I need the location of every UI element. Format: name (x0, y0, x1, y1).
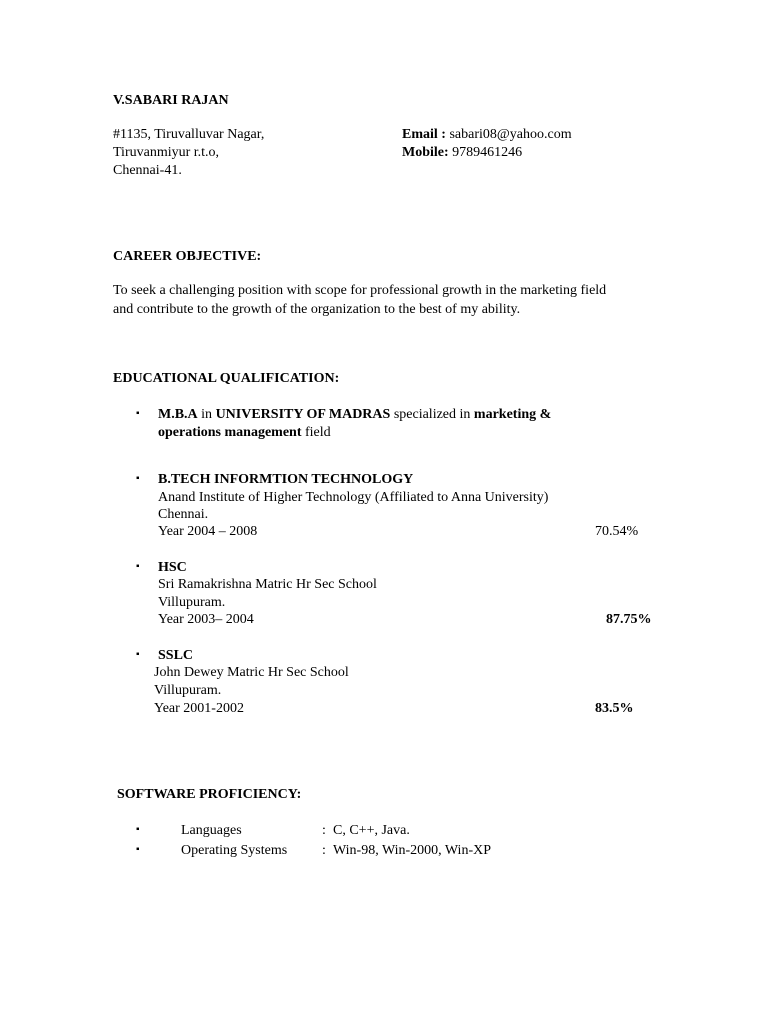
software-value-os: Win-98, Win-2000, Win-XP (333, 843, 492, 858)
address-line-3: Chennai-41. (113, 163, 182, 178)
address-line-1: #1135, Tiruvalluvar Nagar, (113, 127, 265, 142)
btech-institute: Anand Institute of Higher Technology (Affiliated to Anna University) (158, 490, 549, 505)
mba-university: UNIVERSITY OF MADRAS (215, 407, 391, 422)
sslc-institute: John Dewey Matric Hr Sec School (154, 665, 349, 680)
email-value: sabari08@yahoo.com (449, 127, 572, 142)
software-value-languages: C, C++, Java. (333, 823, 410, 838)
mobile-value: 9789461246 (452, 145, 523, 160)
btech-year: Year 2004 – 2008 (158, 524, 258, 539)
mba-line-2 (158, 424, 331, 442)
btech-city: Chennai. (158, 507, 209, 522)
btech-score: 70.54% (595, 524, 639, 539)
bullet-icon: ▪ (136, 844, 140, 855)
software-label-languages: Languages (181, 823, 242, 838)
bullet-icon: ▪ (136, 824, 140, 835)
sslc-score: 83.5% (595, 701, 634, 716)
software-heading: SOFTWARE PROFICIENCY: (117, 787, 302, 802)
hsc-city: Villupuram. (158, 595, 226, 610)
mobile-line (402, 144, 522, 162)
mba-text-specialized: specialized in (390, 407, 474, 422)
candidate-name: V.SABARI RAJAN (113, 93, 229, 108)
email-label: Email : (402, 127, 446, 142)
software-separator: : (322, 843, 326, 858)
hsc-title: HSC (158, 560, 187, 575)
hsc-year: Year 2003– 2004 (158, 612, 254, 627)
sslc-year: Year 2001-2002 (154, 701, 244, 716)
hsc-institute: Sri Ramakrishna Matric Hr Sec School (158, 577, 377, 592)
software-separator: : (322, 823, 326, 838)
address-line-2: Tiruvanmiyur r.t.o, (113, 145, 220, 160)
mba-text-in: in (197, 407, 216, 422)
mba-line-1 (158, 406, 551, 424)
mba-degree: M.B.A (158, 407, 198, 422)
email-line (402, 126, 572, 144)
career-objective-line-2: and contribute to the growth of the organization to the best of my ability. (113, 302, 521, 317)
education-heading: EDUCATIONAL QUALIFICATION: (113, 371, 340, 386)
hsc-score: 87.75% (606, 612, 652, 627)
mba-text-field: field (301, 425, 331, 440)
mba-specialization-2: operations management (158, 425, 302, 440)
bullet-icon: ▪ (136, 473, 140, 484)
btech-title: B.TECH INFORMTION TECHNOLOGY (158, 472, 414, 487)
mobile-label: Mobile: (402, 145, 449, 160)
bullet-icon: ▪ (136, 408, 140, 419)
bullet-icon: ▪ (136, 561, 140, 572)
career-objective-line-1: To seek a challenging position with scope for professional growth in the marketing field (113, 283, 607, 298)
software-label-os: Operating Systems (181, 843, 288, 858)
sslc-title: SSLC (158, 648, 194, 663)
bullet-icon: ▪ (136, 649, 140, 660)
mba-specialization-1: marketing & (473, 407, 552, 422)
career-objective-heading: CAREER OBJECTIVE: (113, 249, 262, 264)
sslc-city: Villupuram. (154, 683, 222, 698)
